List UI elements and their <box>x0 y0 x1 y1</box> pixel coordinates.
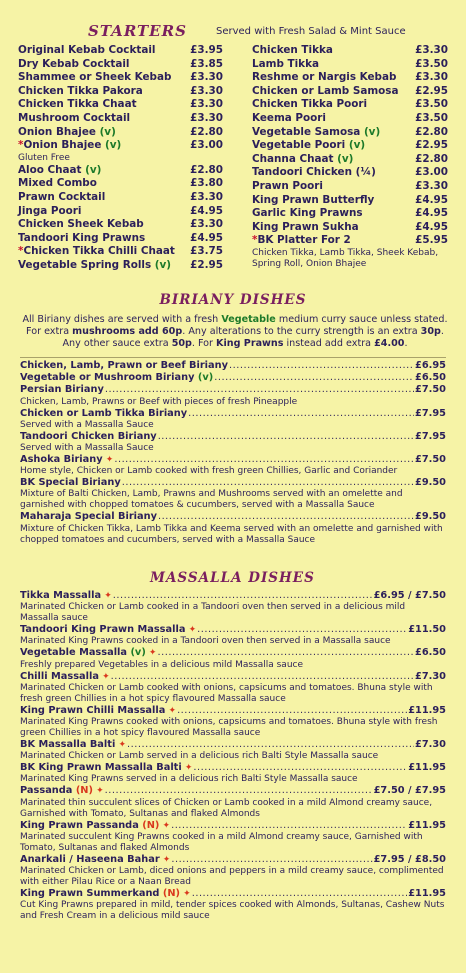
starter-price: £3.50 <box>415 98 448 111</box>
starter-item <box>252 234 448 248</box>
dish-name-group <box>20 762 192 774</box>
chilli-icon: ✦ <box>115 740 127 751</box>
starter-name: Mushroom Cocktail <box>18 111 131 124</box>
starter-name: Vegetable Spring Rolls <box>18 258 152 271</box>
dish-name: Maharaja Special Biriany <box>20 511 158 523</box>
starter-price: £3.00 <box>415 166 448 179</box>
dish-line <box>20 477 446 489</box>
starter-name-group <box>252 58 319 72</box>
dot-leader <box>127 739 414 751</box>
star-marker: * <box>18 245 24 258</box>
dot-leader <box>114 454 414 466</box>
vegetarian-tag: (v) <box>337 152 354 165</box>
starter-name: Channa Chaat <box>252 152 334 165</box>
starter-price: £3.30 <box>190 84 223 97</box>
starter-name-group <box>18 232 145 246</box>
dot-leader <box>171 820 407 832</box>
starter-name-group <box>18 58 130 72</box>
starter-price: £3.30 <box>190 218 223 231</box>
starter-name-group <box>18 205 81 219</box>
dish-description: Freshly prepared Vegetables in a delicious mild Massalla sauce <box>20 659 304 670</box>
starter-name-group <box>18 139 121 153</box>
starter-name: Chicken or Lamb Samosa <box>252 84 399 97</box>
vegetarian-tag: (v) <box>99 125 116 138</box>
starter-name-group <box>18 164 101 178</box>
dish-line <box>20 762 446 774</box>
dot-leader <box>229 360 414 372</box>
dish-name-group <box>20 590 112 602</box>
starters-left-column <box>18 44 223 273</box>
starter-item <box>18 232 223 246</box>
starter-price: £3.30 <box>190 111 223 124</box>
dish-description: Served with a Massalla Sauce <box>20 443 154 454</box>
starter-name-group <box>18 245 175 259</box>
starters-note: Served with Fresh Salad & Mint Sauce <box>216 26 406 37</box>
starter-name: Vegetable Samosa <box>252 125 361 138</box>
starter-name: Reshme or Nargis Kebab <box>252 71 397 84</box>
dish-name-group <box>20 647 156 659</box>
dish-description: Home style, Chicken or Lamb cooked with fresh green Chillies, Garlic and Coriander <box>20 466 398 477</box>
dish-line <box>20 705 446 717</box>
starter-item <box>18 126 223 140</box>
dish-price: £9.50 <box>415 477 446 489</box>
dish-description: Marinated Chicken or Lamb served in a delicious rich Balti Style Massalla sauce <box>20 751 379 762</box>
starter-name-group <box>252 44 333 58</box>
dish-name: Chicken or Lamb Tikka Biriany <box>20 407 188 419</box>
starter-price: £4.95 <box>415 193 448 206</box>
dish-description: Marinated King Prawns cooked in a Tandoori oven then served in a Massalla sauce <box>20 636 391 647</box>
dish-name-group <box>20 785 104 797</box>
chilli-icon: ✦ <box>185 625 197 636</box>
starter-item <box>18 218 223 232</box>
starter-name-group <box>18 71 171 85</box>
starter-item <box>18 245 223 259</box>
dish-name: Tandoori King Prawn Massalla <box>20 624 186 636</box>
starter-name-group <box>252 139 365 153</box>
starter-price: £3.50 <box>415 111 448 124</box>
starter-item <box>18 205 223 219</box>
starter-name: Prawn Cocktail <box>18 190 106 203</box>
biriany-heading: BIRIANY DISHES <box>159 292 307 308</box>
dish-description: Mixture of Chicken Tikka, Lamb Tikka and Keema served with an omelette and garnished with chopped tomatoes and cucumbers, served with a Massalla Sauce <box>20 523 443 545</box>
starter-item <box>252 85 448 99</box>
dish-item <box>20 477 446 511</box>
starter-name-group <box>18 218 144 232</box>
starter-item <box>252 166 448 180</box>
starter-item <box>252 71 448 85</box>
starter-item <box>252 221 448 235</box>
vegetarian-tag: (v) <box>154 258 172 271</box>
dish-line <box>20 888 446 900</box>
dish-price: £6.50 <box>415 372 446 384</box>
dish-name-group <box>20 888 191 900</box>
dish-line <box>20 785 446 797</box>
dish-item <box>20 854 446 888</box>
massalla-list <box>20 590 446 922</box>
starter-item <box>18 259 223 273</box>
starter-name: Jinga Poori <box>18 204 82 217</box>
starter-item <box>18 58 223 72</box>
vegetarian-tag: (v) <box>197 372 214 384</box>
dish-name-group <box>20 624 196 636</box>
starter-name-group <box>252 166 376 180</box>
dish-name-group <box>20 431 157 443</box>
starter-item <box>252 44 448 58</box>
starter-name: Shammee or Sheek Kebab <box>18 71 172 84</box>
dish-line <box>20 511 446 523</box>
dish-item <box>20 647 446 670</box>
starter-name-group <box>18 126 116 140</box>
biriany-intro: All Biriany dishes are served with a fresh Vegetable medium curry sauce unless stated. For extra mushrooms add 60p. Any alterations to the curry strength is an extra 30p. Any other sauce extra 50p. For King Prawns instead add extra £4.00. <box>22 314 448 349</box>
starter-name-group <box>18 177 97 191</box>
dish-line <box>20 408 446 420</box>
dot-leader <box>192 888 407 900</box>
dish-item <box>20 372 446 384</box>
dish-item <box>20 888 446 922</box>
dish-price: £7.50 <box>415 454 446 466</box>
star-marker: * <box>252 234 258 247</box>
dish-line <box>20 647 446 659</box>
dish-item <box>20 454 446 477</box>
dot-leader <box>111 671 414 683</box>
starter-price: £3.85 <box>190 57 223 70</box>
dish-name: BK King Prawn Massalla Balti <box>20 762 182 774</box>
dish-price: £9.50 <box>415 511 446 523</box>
dot-leader <box>105 384 414 396</box>
starter-item <box>252 194 448 208</box>
dot-leader <box>214 372 414 384</box>
dish-name-group <box>20 739 126 751</box>
dish-item <box>20 384 446 407</box>
star-marker: * <box>18 139 24 152</box>
starter-price: £3.30 <box>190 190 223 203</box>
chilli-icon: ✦ <box>165 705 177 716</box>
starter-price: £3.30 <box>415 44 448 56</box>
dot-leader <box>113 590 373 602</box>
dish-name-group <box>20 372 213 384</box>
starter-price: £2.95 <box>415 84 448 97</box>
dish-name: Vegetable Massalla <box>20 647 128 659</box>
dish-price: £11.95 <box>408 888 446 900</box>
dish-name: BK Special Biriany <box>20 477 121 489</box>
starter-name: King Prawn Butterfly <box>252 193 375 206</box>
starter-name-group <box>252 180 323 194</box>
dish-description: Marinated succulent King Prawns cooked in a mild Almond creamy sauce, Garnished with Tomato, Sultanas and flaked Almonds <box>20 831 423 853</box>
starter-name-group <box>252 71 396 85</box>
starter-price: £2.95 <box>190 258 223 271</box>
starter-name-group <box>18 112 130 126</box>
starter-name: Original Kebab Cocktail <box>18 44 156 56</box>
starter-name-group <box>252 207 363 221</box>
dish-name: Chilli Massalla <box>20 670 99 682</box>
starter-name-group <box>252 221 359 235</box>
starter-item <box>252 98 448 112</box>
chilli-icon: ✦ <box>159 854 171 865</box>
starter-price: £4.95 <box>415 207 448 220</box>
dot-leader <box>177 705 407 717</box>
dish-item <box>20 624 446 647</box>
starter-price: £2.80 <box>190 163 223 176</box>
dish-name-group <box>20 511 157 523</box>
starter-price: £4.95 <box>415 220 448 233</box>
vegetarian-tag: (v) <box>363 125 381 138</box>
dish-name-group <box>20 705 176 717</box>
starter-name: BK Platter For 2 <box>257 234 351 247</box>
starter-name: Chicken Sheek Kebab <box>18 218 144 231</box>
starter-item <box>252 126 448 140</box>
starter-name: Keema Poori <box>252 111 326 124</box>
dish-name-group <box>20 408 187 420</box>
starter-price: £2.80 <box>415 152 448 165</box>
nut-tag: (N) <box>162 888 181 900</box>
starter-price: £3.30 <box>415 179 448 192</box>
dish-name: Vegetable or Mushroom Biriany <box>20 372 195 384</box>
starters-list <box>18 44 448 273</box>
starter-price: £2.80 <box>190 125 223 138</box>
dish-line <box>20 624 446 636</box>
starter-name-group <box>252 85 399 99</box>
starter-name-group <box>18 259 171 273</box>
starter-name: Chicken Tikka Pakora <box>18 84 143 97</box>
dish-price: £11.95 <box>408 704 446 716</box>
dish-line <box>20 360 446 372</box>
chilli-icon: ✦ <box>102 455 114 466</box>
vegetarian-tag: (v) <box>348 139 366 152</box>
starter-name-group <box>252 112 326 126</box>
dish-price: £7.30 <box>415 670 446 682</box>
starter-name: Dry Kebab Cocktail <box>18 57 130 70</box>
dish-price: £7.50 / £7.95 <box>373 785 446 797</box>
starter-name-group <box>252 194 374 208</box>
starter-item <box>252 153 448 167</box>
starter-item <box>18 112 223 126</box>
dish-price: £7.50 <box>415 384 446 396</box>
dish-item <box>20 705 446 739</box>
dish-item <box>20 671 446 705</box>
dot-leader <box>158 431 414 443</box>
dish-item <box>20 408 446 431</box>
dish-item <box>20 820 446 854</box>
dish-price: £7.95 <box>415 407 446 419</box>
starter-name-group <box>18 44 155 58</box>
dish-line <box>20 671 446 683</box>
dish-price: £11.50 <box>408 624 446 636</box>
dish-item <box>20 739 446 762</box>
dish-name: Anarkali / Haseena Bahar <box>20 853 160 865</box>
dish-line <box>20 739 446 751</box>
starter-price: £3.30 <box>415 71 448 84</box>
starter-name-group <box>252 153 353 167</box>
starter-name-group <box>18 98 137 112</box>
dish-line <box>20 431 446 443</box>
starter-name: Chicken Tikka Chilli Chaat <box>23 245 175 258</box>
starter-item <box>18 191 223 205</box>
vegetarian-tag: (v) <box>85 163 102 176</box>
starter-name: Onion Bhajee <box>18 125 96 138</box>
dish-name: Persian Biriany <box>20 384 104 396</box>
starter-item <box>18 177 223 191</box>
chilli-icon: ✦ <box>145 648 157 659</box>
starter-name: Chicken Tikka <box>252 44 333 56</box>
starter-price: £3.00 <box>190 139 223 152</box>
starter-item <box>18 139 223 153</box>
dish-description: Marinated thin succulent slices of Chicken or Lamb cooked in a mild Almond creamy sauce, Garnished with Tomato, Sultanas and flaked Almonds <box>20 797 433 819</box>
starter-price: £2.80 <box>415 125 448 138</box>
starter-item <box>18 44 223 58</box>
starter-price: £3.80 <box>190 177 223 190</box>
starter-name: Tandoori Chicken (¼) <box>252 166 376 179</box>
dot-leader <box>188 408 414 420</box>
dish-name-group <box>20 384 104 396</box>
dish-line <box>20 590 446 602</box>
dish-price: £7.95 / £8.50 <box>373 853 446 865</box>
dish-price: £6.50 <box>415 647 446 659</box>
starter-description: Gluten Free <box>18 152 70 163</box>
dish-item <box>20 431 446 454</box>
starter-description: Chicken Tikka, Lamb Tikka, Sheek Kebab, Spring Roll, Onion Bhajee <box>252 247 439 269</box>
starter-price: £3.50 <box>415 57 448 70</box>
dish-item <box>20 590 446 624</box>
dish-description: Marinated Chicken or Lamb cooked with onions, capsicums and tomatoes. Bhuna style with fresh green Chillies in a hot spicy flavoured Massalla sauce <box>20 682 433 704</box>
dish-description: Chicken, Lamb, Prawns or Beef with pieces of fresh Pineapple <box>20 396 298 407</box>
dish-name: King Prawn Chilli Massalla <box>20 704 166 716</box>
dish-description: Marinated King Prawns cooked with onions, capsicums and tomatoes. Bhuna style with fresh green Chillies in a hot spicy flavoured Massalla sauce <box>20 717 438 739</box>
starter-item <box>18 71 223 85</box>
dish-line <box>20 820 446 832</box>
starter-name: Chicken Tikka Poori <box>252 98 368 111</box>
chilli-icon: ✦ <box>101 591 112 601</box>
nut-tag: (N) <box>75 785 93 797</box>
dish-name: King Prawn Passanda <box>20 819 139 831</box>
dish-name: Passanda <box>20 785 73 797</box>
starter-name-group <box>252 98 367 112</box>
dish-name: Tandoori Chicken Biriany <box>20 430 157 442</box>
dot-leader <box>105 785 373 797</box>
dish-description: Served with a Massalla Sauce <box>20 419 154 430</box>
dish-name: Tikka Massalla <box>20 590 102 601</box>
dish-name: Ashoka Biriany <box>20 454 103 466</box>
dish-name: BK Massalla Balti <box>20 739 116 751</box>
starter-name: Mixed Combo <box>18 177 97 190</box>
dish-name-group <box>20 854 170 866</box>
dish-description: Marinated King Prawns served in a delicious rich Balti Style Massalla sauce <box>20 774 358 785</box>
starters-heading: STARTERS <box>88 22 187 40</box>
dish-description: Mixture of Balti Chicken, Lamb, Prawns and Mushrooms served with an omelette and garnished with chopped tomatoes & cucumbers, served with a Massalla Sauce <box>20 489 403 511</box>
dish-price: £7.30 <box>415 739 446 751</box>
starter-item <box>18 98 223 112</box>
dish-line <box>20 854 446 866</box>
starter-name: Tandoori King Prawns <box>18 231 146 244</box>
starter-name: Vegetable Poori <box>252 139 346 152</box>
starter-name-group <box>252 234 351 248</box>
dish-price: £7.95 <box>415 430 446 442</box>
dish-name: King Prawn Summerkand <box>20 888 160 900</box>
chilli-icon: ✦ <box>159 820 171 831</box>
dish-line <box>20 384 446 396</box>
starter-name-group <box>252 126 380 140</box>
dish-item <box>20 360 446 372</box>
dot-leader <box>197 624 407 636</box>
starter-name: King Prawn Sukha <box>252 220 359 233</box>
dish-name-group <box>20 671 110 683</box>
dish-item <box>20 762 446 785</box>
vegetarian-tag: (v) <box>105 139 122 152</box>
chilli-icon: ✦ <box>92 786 104 797</box>
dot-leader <box>171 854 372 866</box>
starter-name: Onion Bhajee <box>23 139 102 152</box>
starter-item <box>252 180 448 194</box>
dish-price: £11.95 <box>408 819 446 831</box>
dish-name-group <box>20 820 170 832</box>
dish-item <box>20 785 446 819</box>
dish-item <box>20 511 446 545</box>
dot-leader <box>193 762 407 774</box>
dish-line <box>20 454 446 466</box>
dish-name-group <box>20 454 113 466</box>
starter-name: Aloo Chaat <box>18 163 82 176</box>
starter-name: Chicken Tikka Chaat <box>18 98 137 111</box>
dish-name: Chicken, Lamb, Prawn or Beef Biriany <box>20 360 228 371</box>
dish-line <box>20 372 446 384</box>
chilli-icon: ✦ <box>180 889 191 900</box>
starter-price: £3.30 <box>190 71 223 84</box>
starter-item <box>252 58 448 72</box>
starter-item <box>18 85 223 99</box>
dot-leader <box>122 477 414 489</box>
dish-description: Marinated Chicken or Lamb cooked in a Tandoori oven then served in a delicious mild Massalla sauce <box>20 602 406 624</box>
starter-item <box>18 164 223 178</box>
chilli-icon: ✦ <box>98 671 110 682</box>
starter-price: £4.95 <box>190 204 223 217</box>
dish-price: £11.95 <box>408 762 446 774</box>
biriany-divider <box>20 357 446 358</box>
starter-price: £3.95 <box>190 44 223 56</box>
starter-name-group <box>18 85 143 99</box>
massalla-heading: MASSALLA DISHES <box>150 570 315 586</box>
starter-price: £4.95 <box>190 231 223 244</box>
starter-price: £3.75 <box>190 245 223 258</box>
dish-price: £6.95 / £7.50 <box>373 590 446 601</box>
starter-price: £2.95 <box>415 139 448 152</box>
starter-name-group <box>18 191 105 205</box>
starter-price: £5.95 <box>415 234 448 247</box>
starter-name: Lamb Tikka <box>252 57 319 70</box>
biriany-list <box>20 360 446 546</box>
dot-leader <box>158 511 414 523</box>
starter-item <box>252 139 448 153</box>
starter-item <box>252 207 448 221</box>
dish-description: Cut King Prawns prepared in mild, tender spices cooked with Almonds, Sultanas, Cashew Nuts and Fresh Cream in a delicious mild sauce <box>20 900 445 922</box>
nut-tag: (N) <box>142 819 160 831</box>
vegetarian-tag: (v) <box>130 647 146 659</box>
dish-price: £6.95 <box>415 360 446 371</box>
starter-name: Garlic King Prawns <box>252 207 363 220</box>
starter-price: £3.30 <box>190 98 223 111</box>
starter-item <box>252 112 448 126</box>
dish-description: Marinated Chicken or Lamb, diced onions and peppers in a mild creamy sauce, complimented with either Pilau Rice or a Naan Bread <box>20 866 444 888</box>
dish-name-group <box>20 360 228 372</box>
starters-right-column <box>252 44 448 273</box>
chilli-icon: ✦ <box>181 763 193 774</box>
dish-name-group <box>20 477 121 489</box>
starter-name: Prawn Poori <box>252 179 323 192</box>
dot-leader <box>157 647 414 659</box>
